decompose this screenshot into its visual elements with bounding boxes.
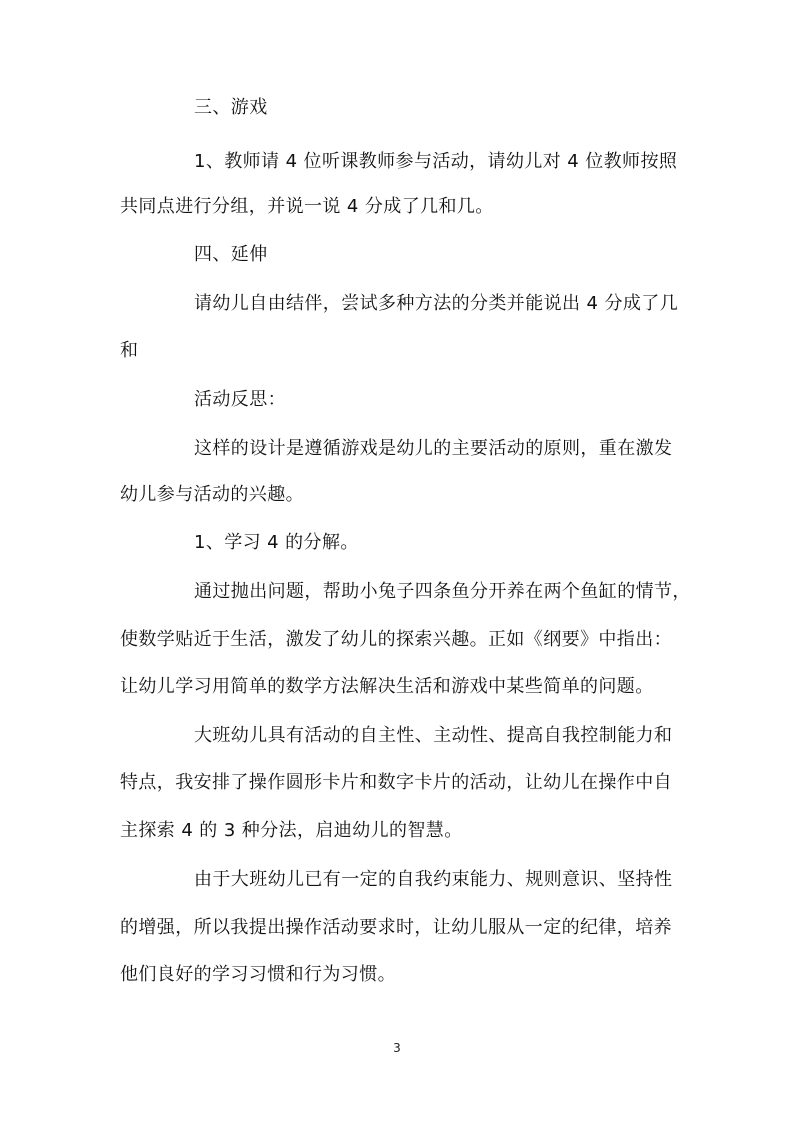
paragraph-line: 特点，我安排了操作圆形卡片和数字卡片的活动，让幼儿在操作中自 [120,772,672,793]
paragraph-line: 使数学贴近于生活，激发了幼儿的探索兴趣。正如《纲要》中指出： [120,629,672,650]
section-heading-game: 三、游戏 [194,97,268,118]
paragraph-line: 和 [120,340,139,361]
paragraph-line: 由于大班幼儿已有一定的自我约束能力、规则意识、坚持性 [194,869,673,890]
paragraph-line: 通过抛出问题，帮助小兔子四条鱼分开养在两个鱼缸的情节， [194,581,691,602]
paragraph-line: 让幼儿学习用简单的数学方法解决生活和游戏中某些简单的问题。 [120,676,654,697]
section-heading-reflection: 活动反思： [194,389,286,410]
paragraph-line: 共同点进行分组，并说一说 4 分成了几和几。 [120,196,494,217]
paragraph-line: 幼儿参与活动的兴趣。 [120,484,304,505]
section-heading-extension: 四、延伸 [194,244,268,265]
page-number: 3 [393,1041,401,1055]
paragraph-line: 这样的设计是遵循游戏是幼儿的主要活动的原则，重在激发 [194,438,673,459]
paragraph-line: 1、教师请 4 位听课教师参与活动，请幼儿对 4 位教师按照 [194,151,678,172]
paragraph-line: 他们良好的学习习惯和行为习惯。 [120,964,396,985]
paragraph-line: 主探索 4 的 3 种分法，启迪幼儿的智慧。 [120,820,463,841]
paragraph-line: 大班幼儿具有活动的自主性、主动性、提高自我控制能力和 [194,725,673,746]
paragraph-line: 的增强，所以我提出操作活动要求时，让幼儿服从一定的纪律，培养 [120,917,672,938]
section-heading-decomposition: 1、学习 4 的分解。 [194,532,359,553]
paragraph-line: 请幼儿自由结伴，尝试多种方法的分类并能说出 4 分成了几 [194,293,679,314]
